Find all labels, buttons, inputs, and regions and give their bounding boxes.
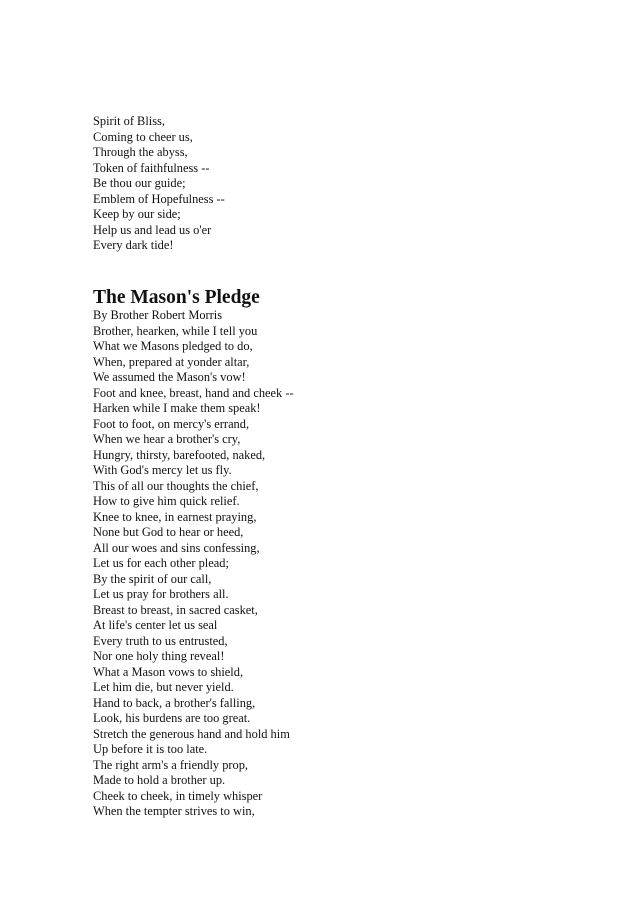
stanza-line: Be thou our guide;	[93, 176, 186, 190]
poem-line: Knee to knee, in earnest praying,	[93, 509, 257, 524]
poem-line: Nor one holy thing reveal!	[93, 649, 225, 663]
poem-line: All our woes and sins confessing,	[93, 540, 260, 555]
poem-line: When the tempter strives to win,	[93, 804, 255, 818]
poem-line: When, prepared at yonder altar,	[93, 354, 250, 369]
poem-body	[93, 308, 573, 820]
poem-line: Look, his burdens are too great.	[93, 711, 251, 725]
poem-title: The Mason's Pledge	[93, 287, 260, 308]
poem-line: Brother, hearken, while I tell you	[93, 323, 258, 338]
poem-line: Foot to foot, on mercy's errand,	[93, 416, 250, 431]
opening-stanza	[93, 114, 573, 254]
poem-line: Breast to breast, in sacred casket,	[93, 602, 258, 617]
poem-line: None but God to hear or heed,	[93, 525, 244, 539]
poem-line: Let him die, but never yield.	[93, 680, 234, 694]
poem-line: Let us pray for brothers all.	[93, 587, 229, 601]
poem-line: How to give him quick relief.	[93, 494, 240, 508]
stanza-line: Coming to cheer us,	[93, 129, 193, 144]
poem-line: Hungry, thirsty, barefooted, naked,	[93, 447, 266, 462]
poem-line: Hand to back, a brother's falling,	[93, 695, 256, 710]
poem-line: With God's mercy let us fly.	[93, 463, 232, 477]
poem-line: Harken while I make them speak!	[93, 401, 261, 415]
poem-line: What a Mason vows to shield,	[93, 664, 244, 679]
poem-line: Let us for each other plead;	[93, 556, 229, 570]
poem-line: Stretch the generous hand and hold him	[93, 726, 290, 741]
stanza-line: Token of faithfulness --	[93, 160, 210, 175]
poem-line: At life's center let us seal	[93, 618, 218, 632]
poem-line: Made to hold a brother up.	[93, 773, 226, 787]
poem-line: This of all our thoughts the chief,	[93, 478, 259, 493]
stanza-line: Keep by our side;	[93, 207, 181, 221]
stanza-line: Every dark tide!	[93, 238, 174, 252]
poem-line: What we Masons pledged to do,	[93, 339, 253, 353]
poem-line: Cheek to cheek, in timely whisper	[93, 788, 263, 803]
stanza-line: Help us and lead us o'er	[93, 222, 212, 237]
poem-line: By the spirit of our call,	[93, 571, 212, 586]
poem-line: Foot and knee, breast, hand and cheek --	[93, 385, 294, 400]
poem-line: When we hear a brother's cry,	[93, 432, 241, 446]
poem-line: The right arm's a friendly prop,	[93, 757, 249, 772]
poem-line: Every truth to us entrusted,	[93, 633, 228, 648]
stanza-line: Emblem of Hopefulness --	[93, 191, 225, 206]
poem-line: Up before it is too late.	[93, 742, 208, 756]
stanza-line: Spirit of Bliss,	[93, 114, 165, 128]
stanza-line: Through the abyss,	[93, 145, 188, 159]
poem-byline: By Brother Robert Morris	[93, 308, 223, 322]
poem-line: We assumed the Mason's vow!	[93, 370, 246, 384]
